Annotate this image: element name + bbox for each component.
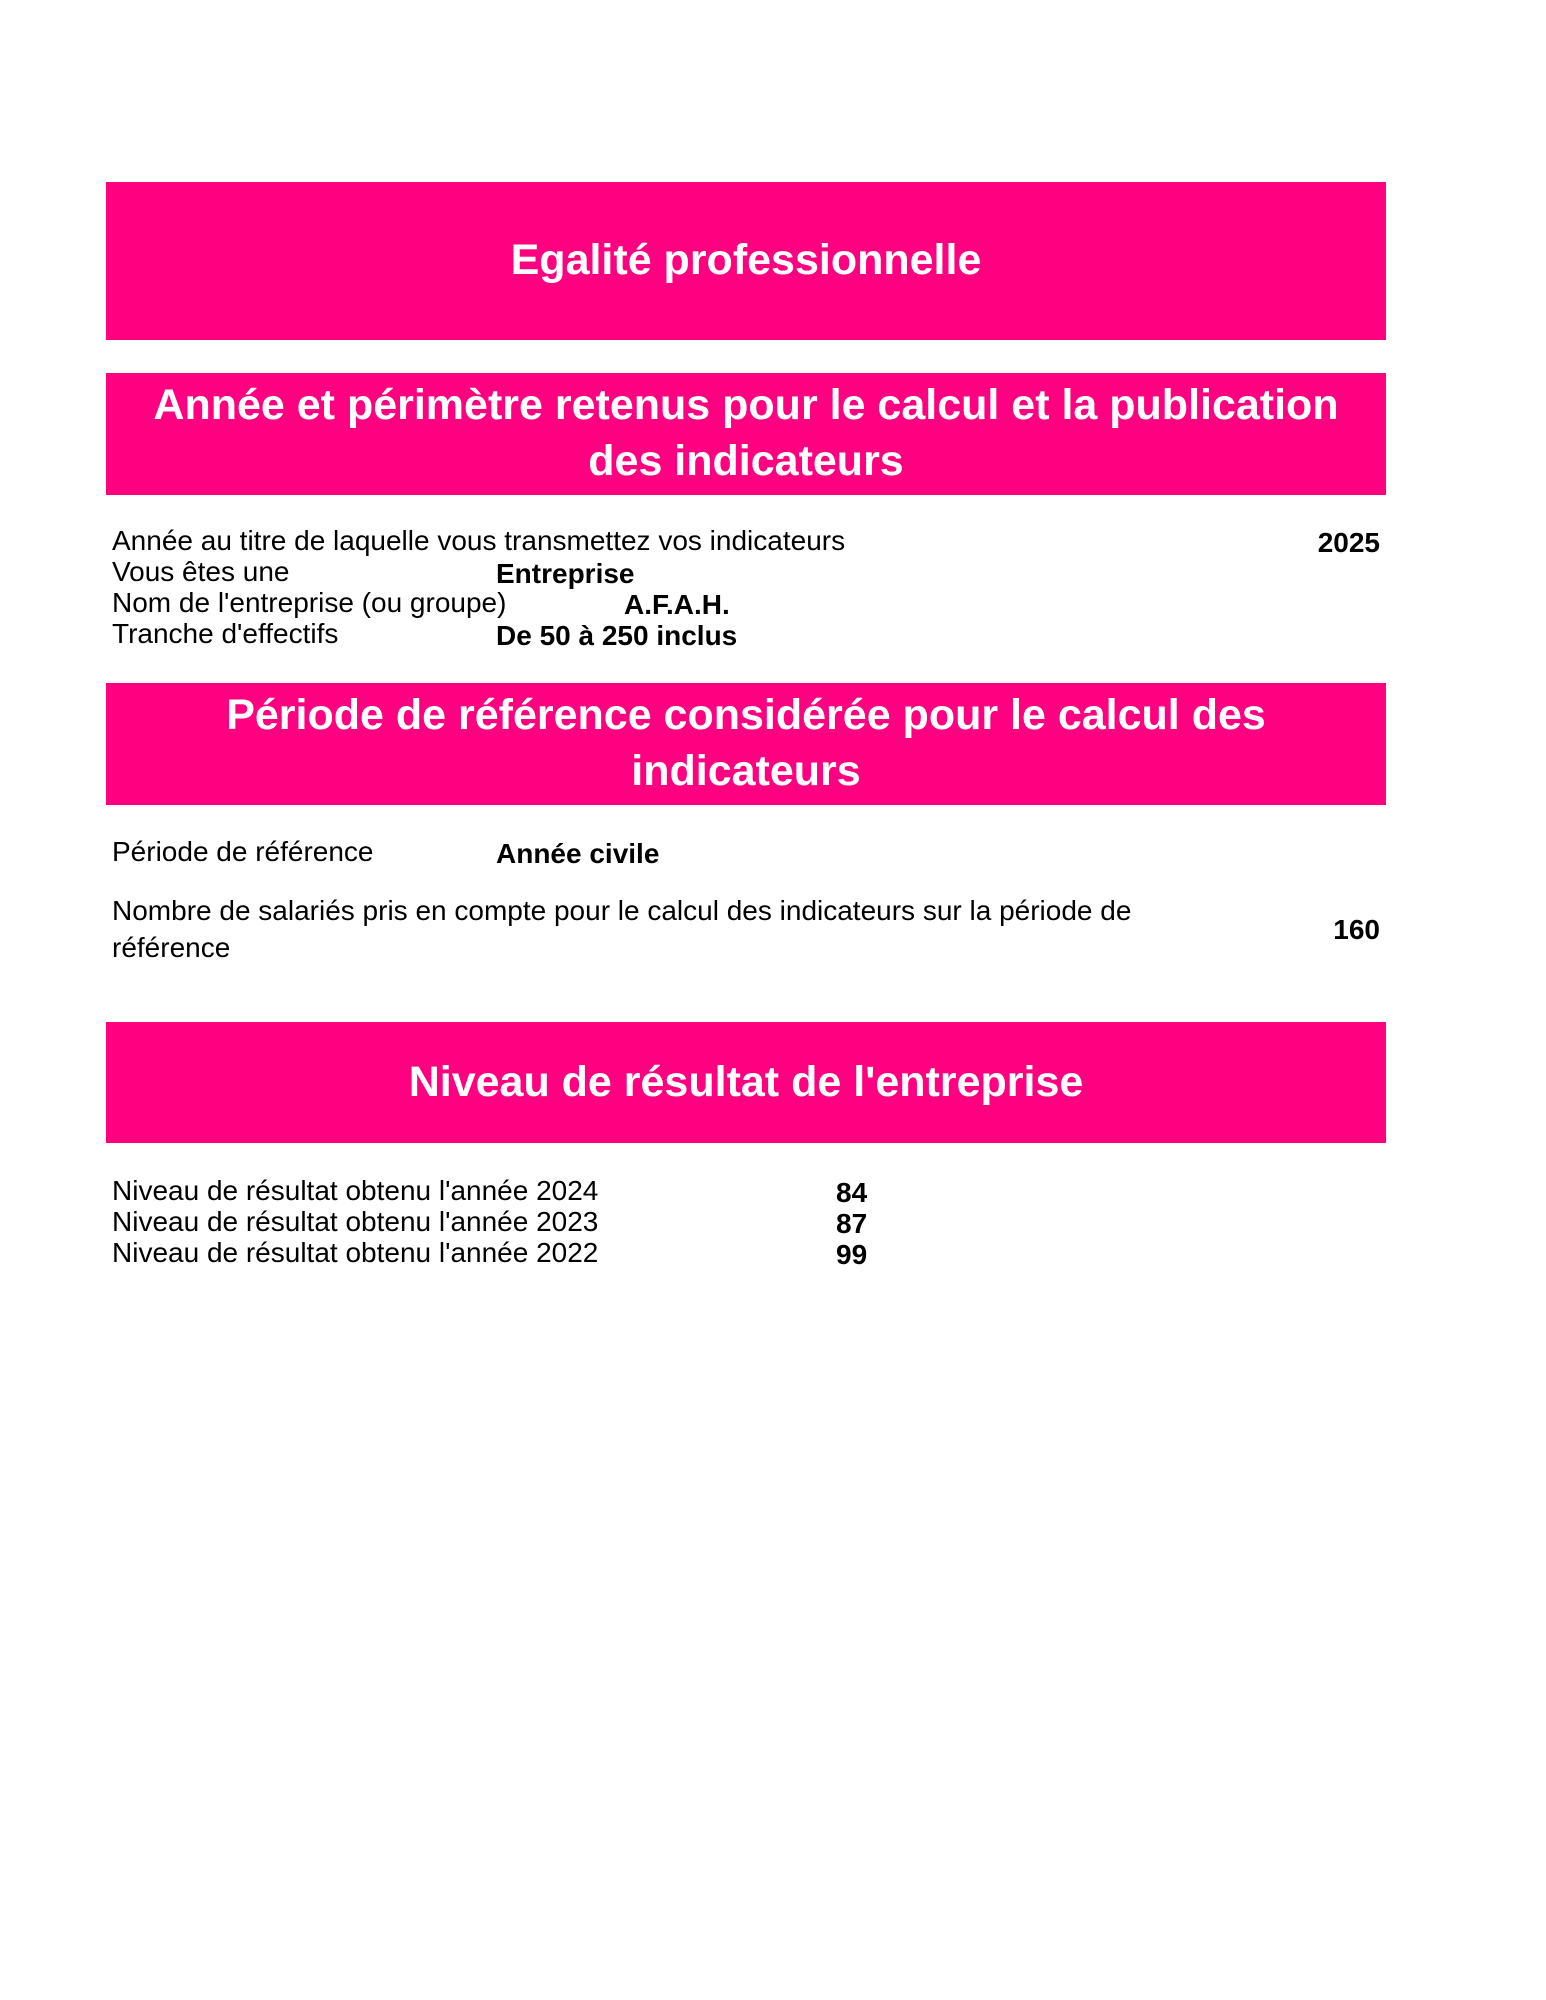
section-heading-periode xyxy=(106,683,1386,805)
tranche-value: De 50 à 250 inclus xyxy=(496,620,738,651)
salaries-label-line1: Nombre de salariés pris en compte pour le calcul des indicateurs sur la période de xyxy=(112,895,1132,926)
section-heading-niveau-text: Niveau de résultat de l'entreprise xyxy=(408,1057,1084,1106)
type-value: Entreprise xyxy=(496,558,635,589)
page-title: Egalité professionnelle xyxy=(510,236,982,285)
salaries-value: 160 xyxy=(1333,914,1380,945)
section-heading-periode-text: Période de référence considérée pour le calcul des indicateurs xyxy=(226,691,1266,795)
nom-value: A.F.A.H. xyxy=(624,589,730,620)
periode-value: Année civile xyxy=(496,838,660,869)
niveau-row-label: Niveau de résultat obtenu l'année 2023 xyxy=(112,1206,599,1237)
annee-value: 2025 xyxy=(1317,527,1380,558)
section-heading-niveau xyxy=(106,1022,1386,1143)
nom-label: Nom de l'entreprise (ou groupe) xyxy=(112,587,507,618)
salaries-label-line2: référence xyxy=(112,932,231,963)
section-heading-perimetre xyxy=(106,373,1386,495)
niveau-row-value: 84 xyxy=(836,1177,868,1208)
type-label: Vous êtes une xyxy=(112,556,290,587)
niveau-row-label: Niveau de résultat obtenu l'année 2024 xyxy=(112,1175,599,1206)
periode-label: Période de référence xyxy=(112,836,374,867)
niveau-row-value: 99 xyxy=(836,1239,868,1270)
page-title-banner xyxy=(106,182,1386,340)
niveau-row-value: 87 xyxy=(836,1208,868,1239)
section-heading-perimetre-text: Année et périmètre retenus pour le calcul et la publication des indicateurs xyxy=(153,381,1339,485)
niveau-row-label: Niveau de résultat obtenu l'année 2022 xyxy=(112,1237,599,1268)
annee-label: Année au titre de laquelle vous transmettez vos indicateurs xyxy=(112,525,846,556)
tranche-label: Tranche d'effectifs xyxy=(112,618,339,649)
